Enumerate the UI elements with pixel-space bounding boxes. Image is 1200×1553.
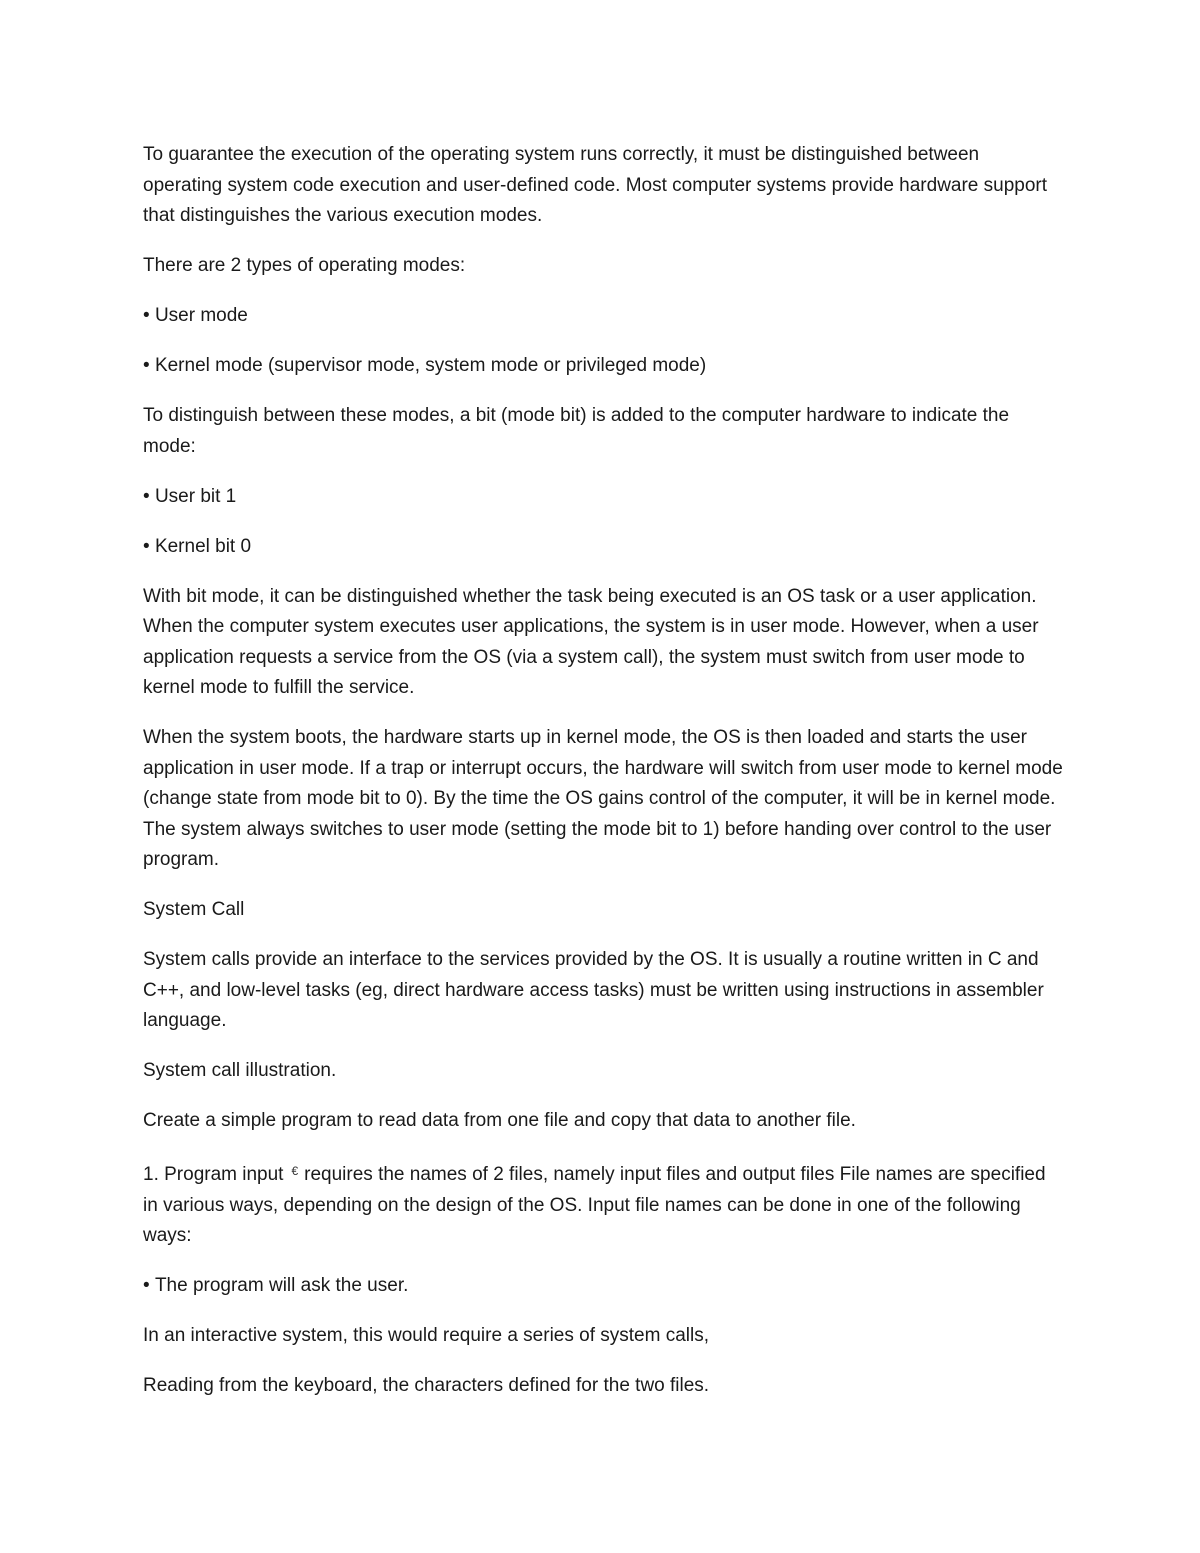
paragraph-start: 1. Program input: [143, 1164, 284, 1185]
paragraph: When the system boots, the hardware starts up in kernel mode, the OS is then loaded and starts the user application in user mode. If a trap or interrupt occurs, the hardware will switch from user mode to kernel mode (change state from mode bit to 0). By the time the OS gains control of the computer, it will be in kernel mode. The system always switches to user mode (setting the mode bit to 1) before handing over control to the user program.: [143, 727, 1063, 870]
paragraph: There are 2 types of operating modes:: [143, 255, 466, 276]
paragraph: Create a simple program to read data from one file and copy that data to another file.: [143, 1110, 856, 1131]
bullet-item-program-ask: • The program will ask the user.: [143, 1271, 1063, 1302]
paragraph: To distinguish between these modes, a bit (mode bit) is added to the computer hardware to indicate the mode:: [143, 405, 1010, 457]
paragraph: [143, 1156, 1063, 1252]
section-heading: System Call: [143, 899, 245, 920]
paragraph: With bit mode, it can be distinguished whether the task being executed is an OS task or a user application. When the computer system executes user applications, the system is in user mode. However, when a user application requests a service from the OS (via a system call), the system must switch from user mode to kernel mode to fulfill the service.: [143, 585, 1039, 698]
bullet-item-kernel-mode: • Kernel mode (supervisor mode, system mode or privileged mode): [143, 351, 1063, 382]
paragraph: Reading from the keyboard, the characters defined for the two files.: [143, 1375, 710, 1396]
paragraph-rest: requires the names of 2 files, namely input files and output files File names are specified in various ways, depending on the design of the OS. Input file names can be done in one of the following ways:: [143, 1164, 1046, 1246]
symbol-glyph: €: [291, 1164, 299, 1178]
bullet-item-kernel-bit: • Kernel bit 0: [143, 532, 1063, 563]
paragraph: In an interactive system, this would require a series of system calls,: [143, 1325, 710, 1346]
paragraph: To guarantee the execution of the operating system runs correctly, it must be distinguished between operating system code execution and user-defined code. Most computer systems provide hardware support that distinguishes the various execution modes.: [143, 144, 1048, 226]
document-body: [143, 140, 1063, 1421]
bullet-item-user-bit: • User bit 1: [143, 482, 1063, 513]
paragraph: System calls provide an interface to the services provided by the OS. It is usually a routine written in C and C++, and low-level tasks (eg, direct hardware access tasks) must be written using instructions in assembler language.: [143, 949, 1044, 1031]
paragraph: System call illustration.: [143, 1060, 337, 1081]
bullet-item-user-mode: • User mode: [143, 301, 1063, 332]
